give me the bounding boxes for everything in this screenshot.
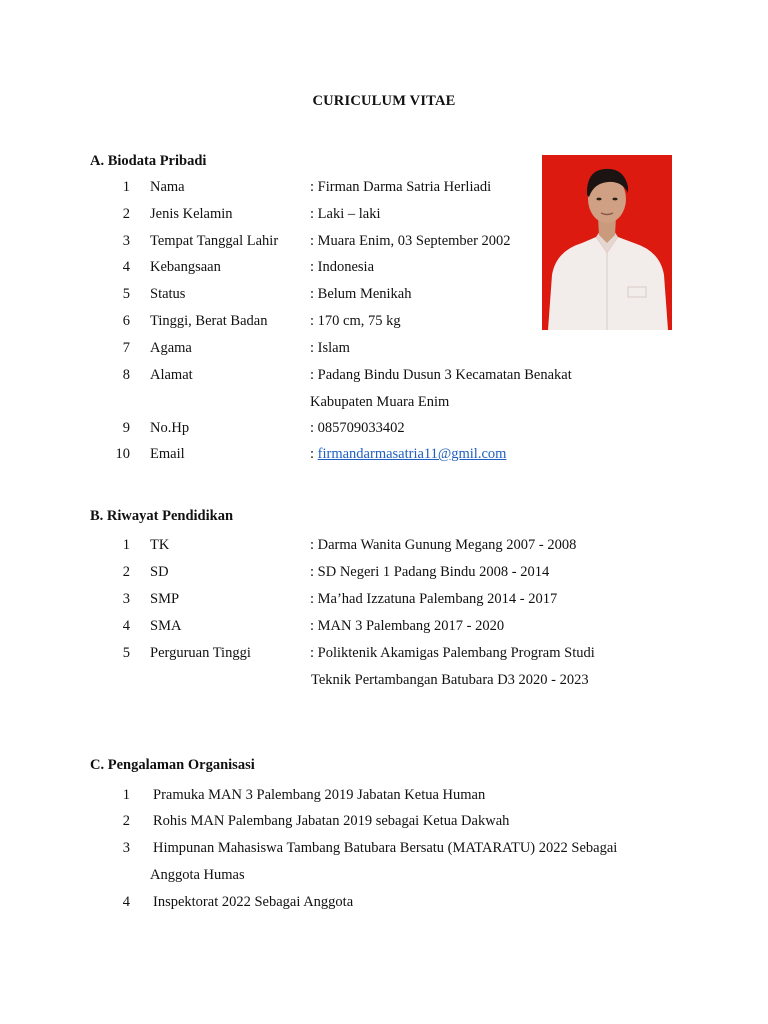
row-number: 3	[122, 591, 130, 607]
row-number: 9	[122, 420, 130, 436]
row-label: Email	[150, 446, 185, 462]
row-text: Rohis MAN Palembang Jabatan 2019 sebagai Ketua Dakwah	[153, 813, 510, 829]
row-value: : Firman Darma Satria Herliadi	[310, 179, 492, 195]
row-label: SMP	[150, 591, 180, 607]
row-value: : SD Negeri 1 Padang Bindu 2008 - 2014	[310, 564, 550, 580]
row-value: : Laki – laki	[310, 206, 381, 222]
row-value: : Darma Wanita Gunung Megang 2007 - 2008	[310, 537, 577, 553]
row-value-continued: Teknik Pertambangan Batubara D3 2020 - 2023	[311, 672, 589, 688]
education-row-smp	[0, 591, 768, 611]
row-value: : MAN 3 Palembang 2017 - 2020	[310, 618, 505, 634]
row-value: : 170 cm, 75 kg	[310, 313, 401, 329]
row-number: 10	[115, 446, 130, 462]
email-prefix: :	[310, 446, 318, 462]
education-row-sd	[0, 564, 768, 584]
biodata-row-alamat-cont	[0, 394, 768, 414]
row-number: 3	[122, 840, 130, 856]
row-number: 2	[122, 206, 130, 222]
row-label: Tinggi, Berat Badan	[150, 313, 268, 329]
section-c-heading: C. Pengalaman Organisasi	[90, 757, 255, 773]
row-value: : 085709033402	[310, 420, 405, 436]
row-value	[310, 446, 506, 463]
row-value: : Belum Menikah	[310, 286, 412, 302]
biodata-row-email	[0, 446, 768, 466]
row-number: 2	[122, 564, 130, 580]
profile-photo	[542, 155, 672, 330]
row-value: : Ma’had Izzatuna Palembang 2014 - 2017	[310, 591, 558, 607]
row-label: Tempat Tanggal Lahir	[150, 233, 279, 249]
row-number: 5	[122, 645, 130, 661]
education-row-pt-cont	[0, 672, 768, 692]
organization-row	[0, 840, 768, 860]
email-link[interactable]: firmandarmasatria11@gmil.com	[317, 446, 507, 462]
row-label: SD	[150, 564, 169, 580]
section-b-heading: B. Riwayat Pendidikan	[90, 508, 234, 524]
biodata-row-agama	[0, 340, 768, 360]
row-label: Alamat	[150, 367, 193, 383]
row-label: Kebangsaan	[150, 259, 221, 275]
row-value: : Poliktenik Akamigas Palembang Program Studi	[310, 645, 595, 661]
row-number: 8	[122, 367, 130, 383]
biodata-row-alamat	[0, 367, 768, 387]
row-value-continued: Kabupaten Muara Enim	[310, 394, 450, 410]
row-value: : Padang Bindu Dusun 3 Kecamatan Benakat	[310, 367, 572, 383]
row-number: 5	[122, 286, 130, 302]
organization-row	[0, 787, 768, 807]
row-label: Status	[150, 286, 186, 302]
row-text: Himpunan Mahasiswa Tambang Batubara Bersatu (MATARATU) 2022 Sebagai	[153, 840, 618, 856]
row-number: 1	[122, 537, 130, 553]
document-title: CURICULUM VITAE	[312, 93, 456, 109]
organization-row	[0, 894, 768, 914]
row-label: No.Hp	[150, 420, 190, 436]
education-row-sma	[0, 618, 768, 638]
row-text: Inspektorat 2022 Sebagai Anggota	[153, 894, 354, 910]
row-label: Perguruan Tinggi	[150, 645, 251, 661]
row-number: 1	[122, 787, 130, 803]
education-row-pt	[0, 645, 768, 665]
row-number: 7	[122, 340, 130, 356]
row-label: SMA	[150, 618, 182, 634]
section-a-heading: A. Biodata Pribadi	[90, 153, 207, 169]
row-label: Nama	[150, 179, 185, 195]
row-label: Jenis Kelamin	[150, 206, 233, 222]
row-label: TK	[150, 537, 170, 553]
row-number: 4	[122, 259, 130, 275]
row-value: : Muara Enim, 03 September 2002	[310, 233, 511, 249]
row-number: 3	[122, 233, 130, 249]
row-number: 4	[122, 618, 130, 634]
organization-row	[0, 813, 768, 833]
row-number: 6	[122, 313, 130, 329]
row-value: : Indonesia	[310, 259, 375, 275]
education-row-tk	[0, 537, 768, 557]
row-number: 1	[122, 179, 130, 195]
row-number: 2	[122, 813, 130, 829]
organization-row-cont	[0, 867, 768, 887]
row-text-continued: Anggota Humas	[150, 867, 245, 883]
biodata-row-nohp	[0, 420, 768, 440]
row-label: Agama	[150, 340, 192, 356]
row-text: Pramuka MAN 3 Palembang 2019 Jabatan Ketua Human	[153, 787, 486, 803]
row-value: : Islam	[310, 340, 350, 356]
row-number: 4	[122, 894, 130, 910]
